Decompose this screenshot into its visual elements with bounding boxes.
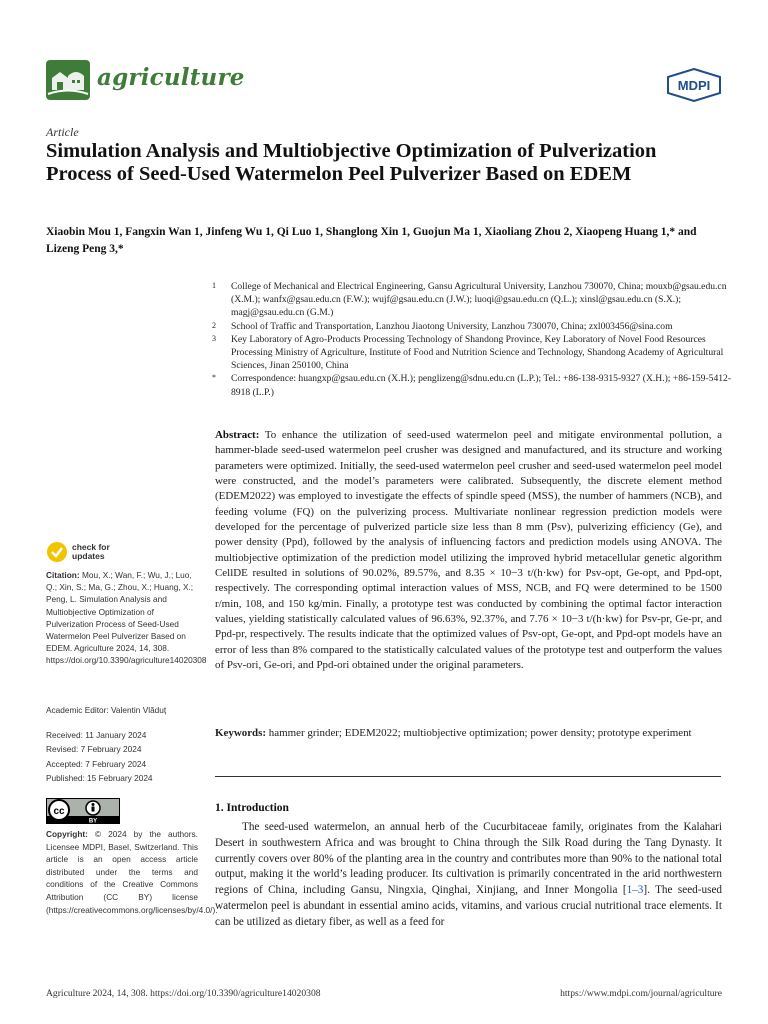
affiliation-number: 1 [212,281,216,290]
introduction-paragraph [215,820,722,930]
svg-text:cc: cc [53,806,65,817]
academic-editor: Academic Editor: Valentin Vlăduț [46,705,167,715]
correspondence [212,372,732,398]
publisher-logo-icon[interactable] [666,68,722,102]
abstract-label: Abstract: [215,429,260,441]
publication-dates [46,728,200,785]
affiliation-3 [212,333,732,373]
section-heading-introduction: 1. Introduction [215,802,289,814]
footer-journal-link[interactable]: https://www.mdpi.com/journal/agriculture [560,988,722,999]
affiliation-1 [212,280,732,320]
keywords [215,726,722,741]
citation-text: Mou, X.; Wan, F.; Wu, J.; Luo, Q.; Xin, S.; Ma, G.; Zhou, X.; Huang, X.; Peng, L. Simulation Analysis and Multiobjective Optimization of Pulverization Process of Seed-Used Watermelon Peel Pulverizer Based on EDEM. Agriculture 2024, 14, 308. https://doi.org/10.3390/agriculture14020308 [46,570,207,666]
copyright-text: © 2024 by the authors. Licensee MDPI, Basel, Switzerland. This article is an open access article distributed under the terms and conditions of the Creative Commons Attribution (CC BY) license (https://creativecommons.org/licenses/by/4.0/). [46,829,218,915]
citation-block [46,569,207,667]
correspondence-text: Correspondence: huangxp@gsau.edu.cn (X.H.); penglizeng@sdnu.edu.cn (L.P.); Tel.: +86-138-9315-9327 (X.H.); +86-159-5412-8918 (L.P.) [231,373,732,398]
affiliation-2 [212,320,732,333]
date-published: Published: 15 February 2024 [46,772,153,783]
abstract [215,428,722,674]
citation-link[interactable]: 1–3 [626,884,644,896]
affiliation-text: College of Mechanical and Electrical Engineering, Gansu Agricultural University, Lanzhou 730070, China; mouxb@gsau.edu.cn (X.M.); wanfx@gsau.edu.cn (F.W.); wujf@gsau.edu.cn (J.W.); luoqi@gsau.edu.cn (Q.L.); xinsl@gsau.edu.cn (S.X.); magj@gsau.edu.cn (G.M.) [231,281,727,319]
copyright-block [46,828,218,916]
affiliation-text: Key Laboratory of Agro-Products Processing Technology of Shandong Province, Key Laboratory of Novel Food Resources Processing Ministry of Agriculture, Institute of Food and Nutrition Science and Technology, Shandong Academy of Agricultural Sciences, Jinan 250100, China [231,333,724,372]
intro-text-part: ]. The seed-used watermelon peel is abundant in essential amino acids, vitamins, and various crucial nutritional trace elements. It can be utilized as dietary fiber, as well as a feed for [215,884,723,928]
date-received: Received: 11 January 2024 [46,730,147,740]
check-updates-icon [46,541,68,563]
affiliation-number: 3 [212,333,216,343]
journal-name: agriculture [97,64,245,91]
copyright-label: Copyright: [46,829,88,839]
intro-text-part: The seed-used watermelon, an annual herb of the Cucurbitaceae family, originates from the Kalahari Desert in southwestern Africa and was brought to China through the Silk Road during the Tang Dynasty. It currently covers over 80% of the planting area in the country and contributes more than 90% to the national total output, making it the world’s leading producer. Its cultivation is primarily concentrated in the arid northwestern regions of China, including Gansu, Ningxia, Qinghai, Xinjiang, and Inner Mongolia [ [215,821,722,896]
date-revised: Revised: 7 February 2024 [46,744,142,755]
check-updates-button[interactable] [46,540,136,564]
cc-label: BY [88,818,98,824]
article-type: Article [46,125,79,139]
journal-logo-icon [46,60,90,100]
footer-citation: Agriculture 2024, 14, 308. https://doi.org/10.3390/agriculture14020308 [46,988,321,999]
date-accepted: Accepted: 7 February 2024 [46,758,147,769]
publisher-name: MDPI [677,78,711,93]
affiliation-text: School of Traffic and Transportation, Lanzhou Jiaotong University, Lanzhou 730070, China; zxl003456@sina.com [231,320,673,332]
article-title: Simulation Analysis and Multiobjective Optimization of Pulverization Process of Seed-Used Watermelon Peel Pulverizer Based on EDEM [46,140,657,185]
citation-label: Citation: [46,570,80,580]
author-list: Xiaobin Mou 1, Fangxin Wan 1, Jinfeng Wu 1, Qi Luo 1, Shanglong Xin 1, Guojun Ma 1, Xiaoliang Zhou 2, Xiaopeng Huang 1,* and Lizeng Peng 3,* [46,226,697,255]
affiliation-number: * [212,373,216,383]
keywords-label: Keywords: [215,727,267,739]
keywords-text: hammer grinder; EDEM2022; multiobjective optimization; power density; prototype experiment [268,727,692,739]
affiliations [212,280,732,399]
affiliation-number: 2 [212,320,216,330]
abstract-text: To enhance the utilization of seed-used watermelon peel and mitigate environmental pollution, a hammer-blade seed-used watermelon peel crusher was designed and manufactured, and its structure and working parameters were optimized. Initially, the seed-used watermelon peel crusher and seed-used watermelon peel model were constructed, and the model’s parameters were calibrated. Subsequently, the discrete element method (EDEM2022) was employed to investigate the effects of spindle speed (MSS), the number of hammers (NCB), and feeding volume (FQ) on the pulverizing process. Multivariate nonlinear regression prediction models were developed for the percentage of pulverized particle size less than 8 mm (Psv), pulverizing efficiency (Ge), and power density (Ppd), followed by the analysis of influencing factors and prediction models using ANOVA. The multiobjective optimization of the prediction model utilizing the improved hybrid metacellular genetic algorithm CellDE resulted in solutions of 90.02%, 89.57%, and 8.35 × 10−3 t/(h·kw) for Psv-opt, Ge-opt, and Ppd-opt, respectively. The corresponding optimal interaction values of MSS, NCB, and FQ were determined to be 1500 r/min, 108, and 150 kg/min. Finally, a prototype test was conducted by combining the optimal factor interaction values, yielding statistically calculated values of 96.63%, 92.37%, and 7.76 × 10−3 t/(h·kw) for Psv-pr, Ge-pr, and Ppd-pr, respectively. The results indicate that the optimized values of Psv-opt, Ge-opt, and Ppd-opt models have an error of less than 8% compared to the statistically calculated values of the prototype test and outperform the values of Psv-ori, Ge-ori, and Ppd-ori obtained under the original parameters. [215,429,722,672]
section-divider [215,776,721,777]
cc-by-license-icon[interactable] [46,798,120,824]
check-updates-label: check for updates [72,542,110,561]
